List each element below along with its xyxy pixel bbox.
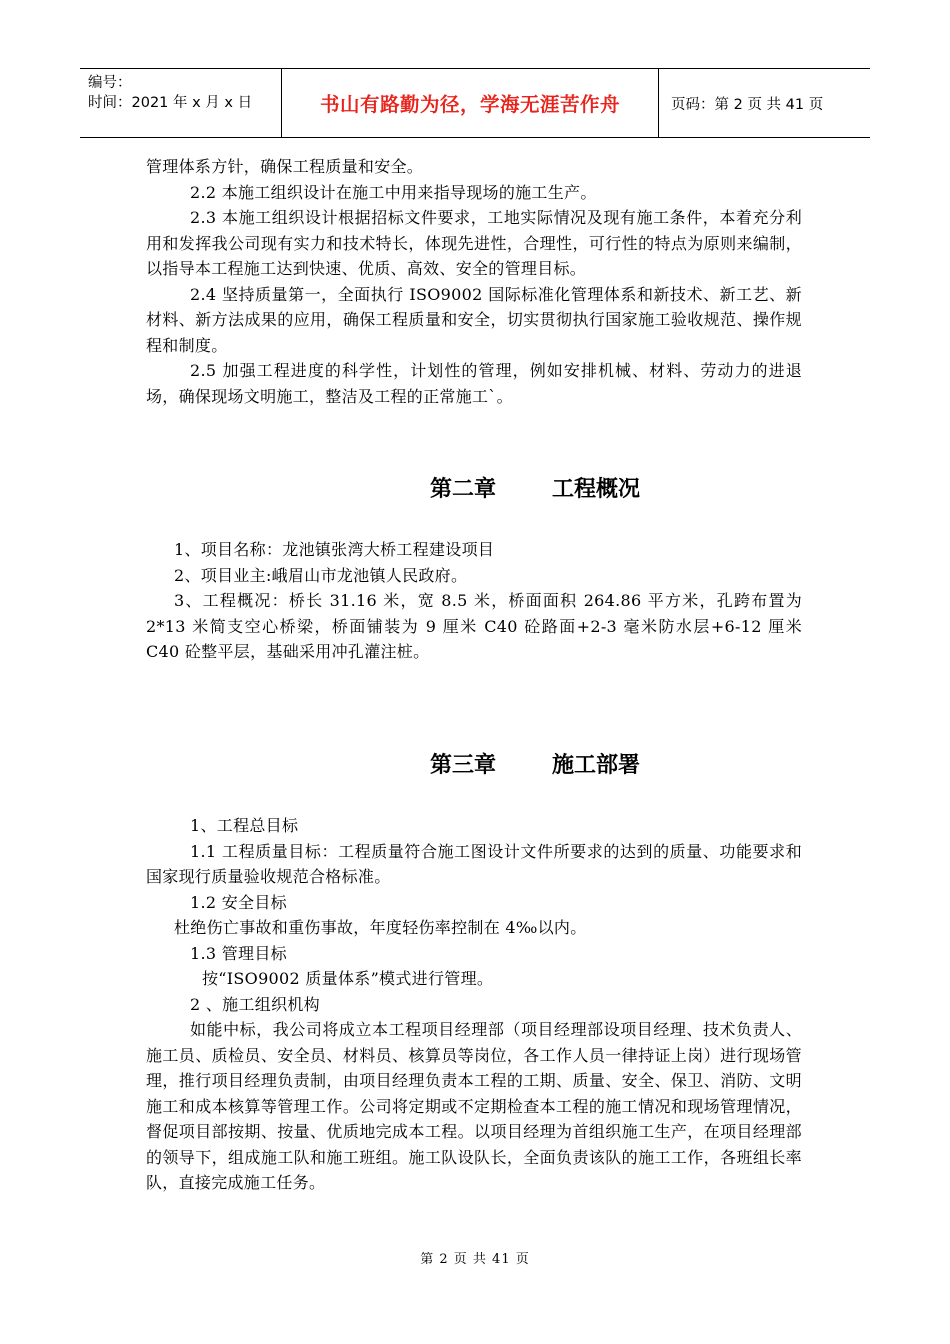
paragraph: 2.2 本施工组织设计在施工中用来指导现场的施工生产。: [190, 182, 597, 202]
list-item: 2、项目业主:峨眉山市龙池镇人民政府。: [174, 565, 468, 585]
paragraph: 2.4 坚持质量第一，全面执行 ISO9002 国际标准化管理体系和新技术、新工艺、新材料、新方法成果的应用，确保工程质量和安全，切实贯彻执行国家施工验收规范、操作规程和制度。: [146, 284, 802, 355]
chapter-title: 工程概况: [552, 477, 641, 502]
paragraph: 如能中标，我公司将成立本工程项目经理部（项目经理部设项目经理、技术负责人、施工员、质检员、安全员、材料员、核算员等岗位，各工作人员一律持证上岗）进行现场管理，推行项目经理负责制，由项目经理负责本工程的工期、质量、安全、保卫、消防、文明施工和成本核算等管理工作。公司将定期或不定期检查本工程的施工情况和现场管理情况，督促项目部按期、按量、优质地完成本工程。以项目经理为首组织施工生产，在项目经理部的领导下，组成施工队和施工班组。施工队设队长，全面负责该队的施工工作，各班组长率队，直接完成施工任务。: [146, 1020, 802, 1192]
chapter-2-content: [146, 537, 802, 665]
header-meta: [80, 69, 282, 137]
list-item: 1.3 管理目标: [190, 943, 287, 963]
chapter-number: 第二章: [429, 477, 496, 502]
chapter-number: 第三章: [429, 753, 496, 778]
paragraph: 管理体系方针，确保工程质量和安全。: [146, 157, 424, 176]
header-motto: 书山有路勤为径，学海无涯苦作舟: [282, 69, 659, 137]
paragraph: 按“ISO9002 质量体系”模式进行管理。: [202, 969, 494, 988]
date-label: 时间：2021 年 x 月 x 日: [88, 95, 253, 111]
list-item: 1、项目名称：龙池镇张湾大桥工程建设项目: [174, 540, 495, 559]
paragraph: 杜绝伤亡事故和重伤事故，年度轻伤率控制在 4‰以内。: [174, 918, 587, 937]
number-label: 编号：: [88, 75, 132, 91]
list-item: 2 、施工组织机构: [190, 994, 320, 1014]
paragraph: 2.3 本施工组织设计根据招标文件要求，工地实际情况及现有施工条件，本着充分利用和发挥我公司现有实力和技术特长，体现先进性，合理性，可行性的特点为原则来编制，以指导本工程施工达到快速、优质、高效、安全的管理目标。: [146, 208, 802, 278]
list-item: 3、工程概况：桥长 31.16 米，宽 8.5 米，桥面面积 264.86 平方米，孔跨布置为 2*13 米简支空心桥梁，桥面铺装为 9 厘米 C40 砼路面+2-3 毫米防水层+6-12 厘米 C40 砼整平层，基础采用冲孔灌注桩。: [146, 591, 802, 661]
paragraph: 1.1 工程质量目标：工程质量符合施工图设计文件所要求的达到的质量、功能要求和国家现行质量验收规范合格标准。: [146, 841, 802, 886]
chapter-2-heading: [0, 472, 950, 503]
list-item: 1、工程总目标: [190, 816, 299, 835]
section-1: [146, 154, 802, 409]
header-page-info: 页码：第 2 页 共 41 页: [671, 96, 824, 113]
paragraph: 2.5 加强工程进度的科学性，计划性的管理，例如安排机械、材料、劳动力的进退场，确保现场文明施工，整洁及工程的正常施工`。: [146, 361, 802, 406]
page-header: [80, 68, 870, 138]
chapter-title: 施工部署: [552, 753, 641, 778]
page-footer: 第 2 页 共 41 页: [420, 1252, 530, 1267]
list-item: 1.2 安全目标: [190, 892, 287, 912]
chapter-3-heading: [0, 748, 950, 779]
chapter-3-content: [146, 813, 802, 1196]
